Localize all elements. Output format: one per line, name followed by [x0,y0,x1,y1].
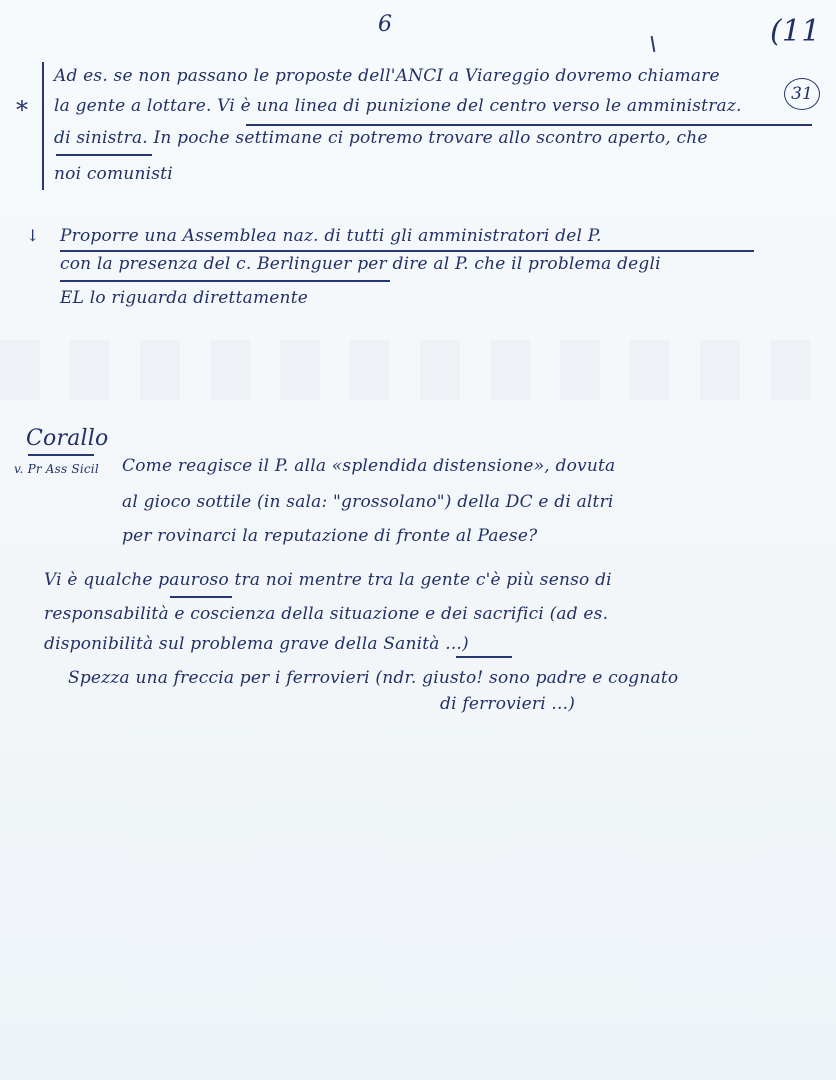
asterisk-mark: * [16,96,29,124]
section3-line-3: per rovinarci la reputazione di fronte al Paese? [122,526,538,546]
section1-line-2: la gente a lottare. Vi è una linea di punizione del centro verso le amministraz. [54,96,742,116]
section1-line-3: di sinistra. In poche settimane ci potremo trovare allo scontro aperto, che [54,128,708,148]
speaker-role: v. Pr Ass Sicil [14,462,99,476]
section1-line-4: noi comunisti [54,164,173,184]
section2-line-3: EL lo riguarda direttamente [60,288,308,308]
circled-number: 31 [784,78,820,110]
corner-number: (11 [770,14,821,49]
margin-bracket [42,62,44,190]
section3-line-1: Come reagisce il P. alla «splendida distensione», dovuta [122,456,616,476]
tick-mark [651,36,656,52]
underline [456,656,512,658]
section1-line-1: Ad es. se non passano le proposte dell'ANCI a Viareggio dovremo chiamare [54,66,720,86]
underline [170,596,232,598]
section2-line-2: con la presenza del c. Berlinguer per dire al P. che il problema degli [60,254,661,274]
underline [60,280,390,282]
section3-line-7: Spezza una freccia per i ferrovieri (ndr. giusto! sono padre e cognato [68,668,679,688]
section3-line-5: responsabilità e coscienza della situazione e dei sacrifici (ad es. [44,604,609,624]
faint-watermark [0,340,836,400]
underline [28,454,94,456]
speaker-name: Corallo [26,426,109,451]
section3-line-6: disponibilità sul problema grave della Sanità ...) [44,634,469,654]
underline [246,124,812,126]
section3-line-4: Vi è qualche pauroso tra noi mentre tra la gente c'è più senso di [44,570,612,590]
arrow-mark: ↓ [26,226,40,245]
section3-line-8: di ferrovieri ...) [440,694,576,714]
underline [60,250,754,252]
page-number: 6 [378,12,393,37]
underline [56,154,152,156]
section2-line-1: Proporre una Assemblea naz. di tutti gli amministratori del P. [60,226,602,246]
section3-line-2: al gioco sottile (in sala: "grossolano") della DC e di altri [122,492,614,512]
